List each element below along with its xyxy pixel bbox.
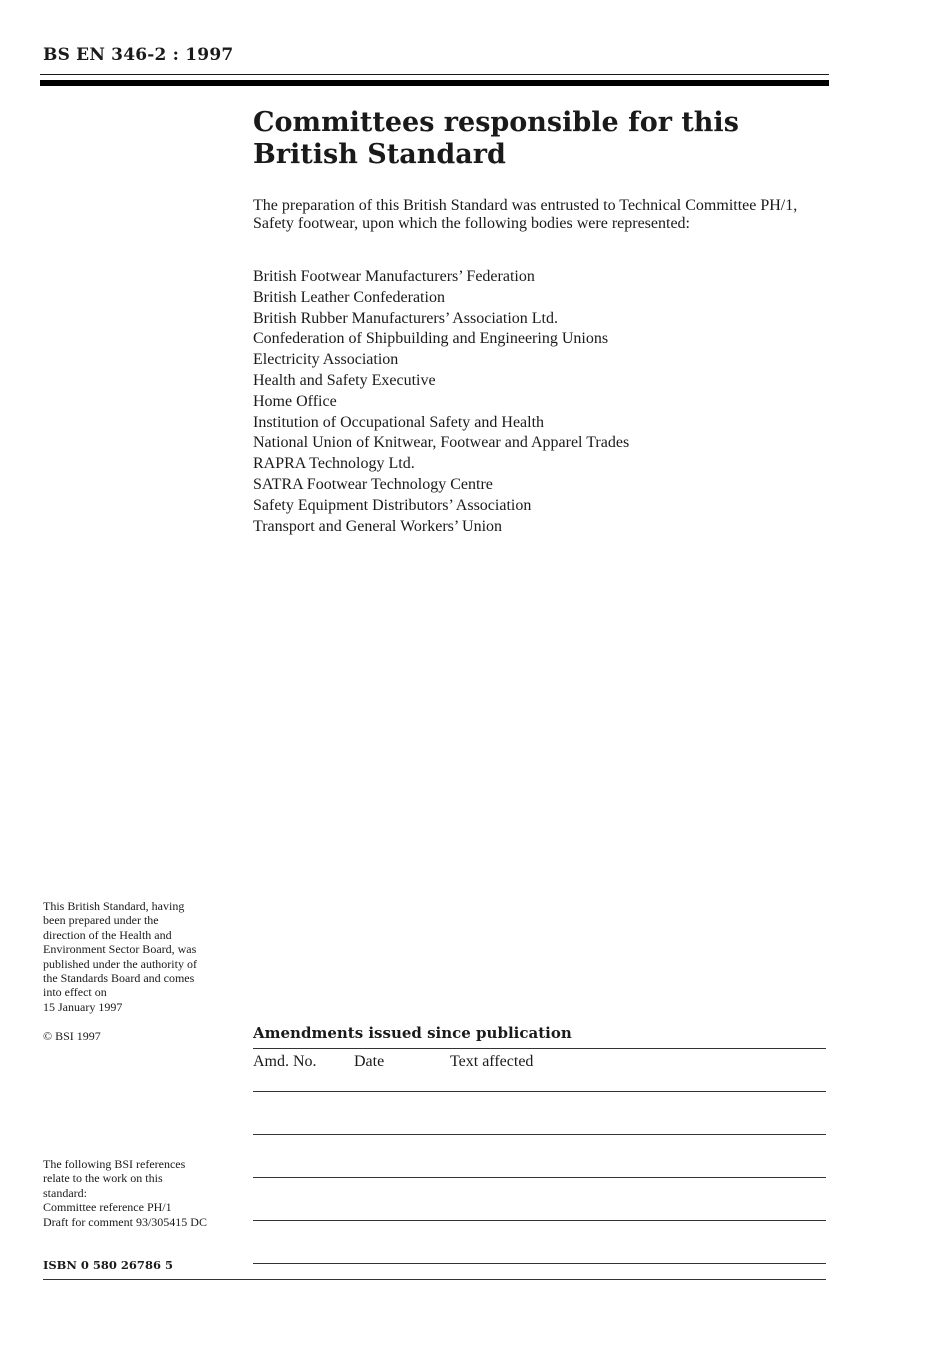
amendment-row-rule — [253, 1091, 826, 1092]
list-item: Confederation of Shipbuilding and Engineering Unions — [253, 330, 609, 348]
page-title — [253, 107, 813, 171]
reference-line: Draft for comment 93/305415 DC — [43, 1214, 207, 1229]
column-header-text-affected: Text affected — [450, 1053, 534, 1070]
note-line: published under the authority of — [43, 956, 197, 971]
reference-line: Committee reference PH/1 — [43, 1200, 172, 1215]
note-line: This British Standard, having — [43, 899, 185, 913]
reference-line: The following BSI references — [43, 1157, 186, 1171]
note-line: direction of the Health and — [43, 927, 172, 942]
header-rule-thin — [40, 74, 829, 75]
note-line: the Standards Board and comes — [43, 971, 195, 986]
title-line-1: Committees responsible for this — [253, 107, 739, 138]
list-item: Transport and General Workers’ Union — [253, 517, 503, 535]
amendments-title: Amendments issued since publication — [253, 1024, 572, 1042]
list-item: RAPRA Technology Ltd. — [253, 455, 415, 473]
amendments-rule-top — [253, 1048, 826, 1049]
amendment-row-rule — [253, 1263, 826, 1264]
list-item: Health and Safety Executive — [253, 371, 436, 389]
list-item: National Union of Knitwear, Footwear and Apparel Trades — [253, 434, 630, 452]
list-item: Electricity Association — [253, 351, 399, 369]
copyright: © BSI 1997 — [43, 1029, 101, 1043]
list-item: British Footwear Manufacturers’ Federation — [253, 268, 535, 285]
note-line: into effect on — [43, 985, 107, 1000]
amendment-row-rule — [253, 1177, 826, 1178]
list-item: SATRA Footwear Technology Centre — [253, 475, 493, 493]
amendment-row-rule — [253, 1220, 826, 1221]
note-line: Environment Sector Board, was — [43, 942, 197, 957]
list-item: British Leather Confederation — [253, 288, 445, 306]
reference-line: relate to the work on this — [43, 1171, 163, 1186]
reference-line: standard: — [43, 1185, 87, 1200]
list-item: Safety Equipment Distributors’ Association — [253, 496, 532, 514]
footer-rule — [43, 1279, 826, 1280]
represented-bodies-list — [253, 267, 629, 537]
title-line-2: British Standard — [253, 139, 506, 170]
publication-note — [43, 899, 238, 1014]
column-header-amd-no: Amd. No. — [253, 1053, 317, 1070]
list-item: Home Office — [253, 392, 337, 410]
list-item: Institution of Occupational Safety and Health — [253, 413, 545, 431]
note-line: been prepared under the — [43, 913, 159, 928]
column-header-date: Date — [354, 1053, 385, 1070]
isbn: ISBN 0 580 26786 5 — [43, 1258, 173, 1272]
bsi-references — [43, 1157, 238, 1229]
note-line: 15 January 1997 — [43, 999, 123, 1014]
header-rule-thick — [40, 80, 829, 86]
document-id: BS EN 346-2 : 1997 — [43, 45, 234, 65]
amendment-row-rule — [253, 1134, 826, 1135]
intro-paragraph: The preparation of this British Standard was entrusted to Technical Committee PH/1, Safety footwear, upon which the following bodies were represented: — [253, 197, 798, 232]
list-item: British Rubber Manufacturers’ Association Ltd. — [253, 309, 558, 327]
